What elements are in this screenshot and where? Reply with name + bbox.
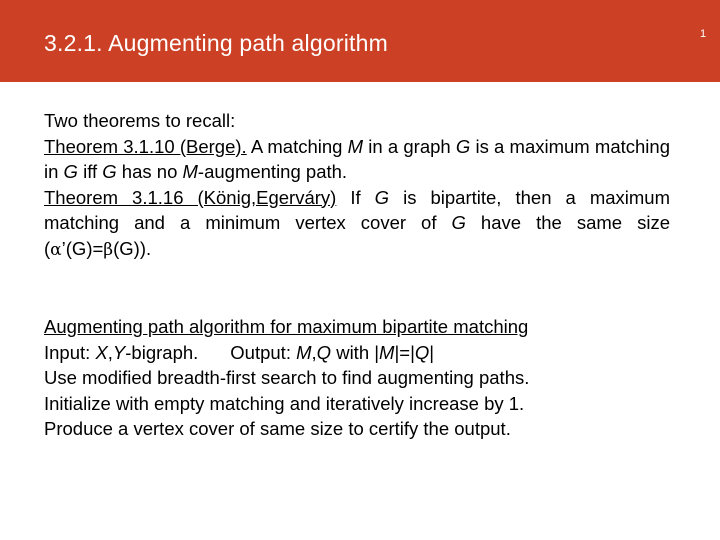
algorithm-heading: Augmenting path algorithm for maximum bipartite matching — [44, 316, 529, 337]
algorithm-line-init: Initialize with empty matching and iteratively increase by 1. — [44, 392, 525, 414]
theorem-konig-label: Theorem 3.1.16 (König,Egerváry) — [44, 186, 337, 208]
theorem-berge: Theorem 3.1.10 (Berge). A matching M in a graph G is a maximum matching in G iff G has no M-augmenting path. — [44, 135, 670, 182]
beta-symbol: β — [103, 239, 114, 260]
slide-number: 1 — [700, 28, 707, 40]
algorithm-line-cover: Produce a vertex cover of same size to certify the output. — [44, 418, 511, 439]
slide-body — [44, 108, 670, 442]
slide-title: 3.2.1. Augmenting path algorithm — [44, 30, 388, 56]
algorithm-line-bfs: Use modified breadth-first search to find augmenting paths. — [44, 367, 530, 388]
alpha-symbol: α — [50, 239, 62, 260]
intro-text: Two theorems to recall: — [44, 110, 236, 131]
algorithm-io-line: Input: X,Y-bigraph. Output: M,Q with |M|=|Q| — [44, 341, 435, 363]
slide-header — [0, 0, 720, 82]
theorem-konig: Theorem 3.1.16 (König,Egerváry) If G is bipartite, then a maximum matching and a minimum vertex cover of G have the same size (α’(G)=β(G)). — [44, 186, 670, 260]
theorem-berge-label: Theorem 3.1.10 (Berge). — [44, 135, 247, 157]
spacer — [44, 263, 670, 314]
